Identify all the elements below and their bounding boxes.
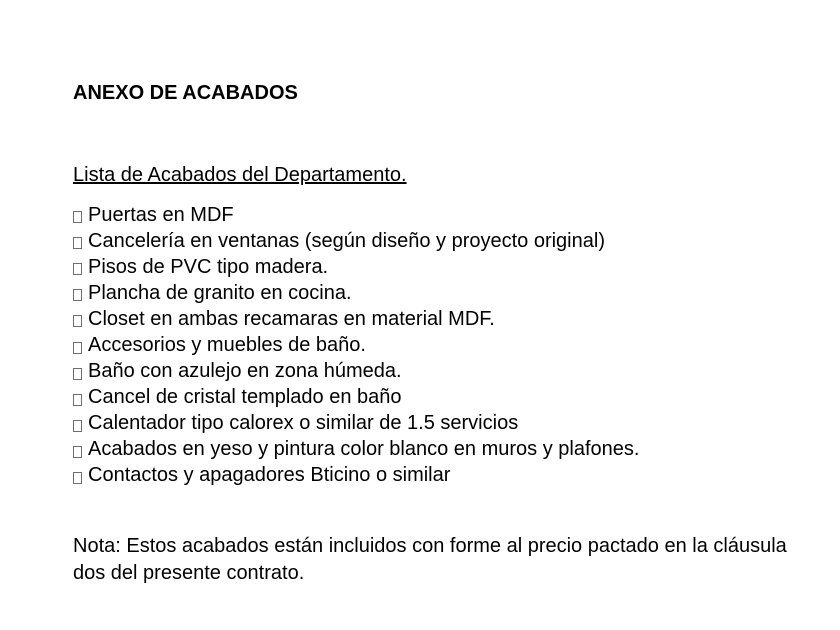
list-item-text: Accesorios y muebles de baño. <box>88 334 366 357</box>
list-item-text: Cancel de cristal templado en baño <box>88 386 402 409</box>
finishes-list <box>73 202 639 489</box>
list-item <box>73 202 639 228</box>
bullet-box-icon <box>73 263 82 275</box>
list-item <box>73 463 639 489</box>
list-item <box>73 228 639 254</box>
list-item-text: Acabados en yeso y pintura color blanco en muros y plafones. <box>88 438 640 461</box>
list-item-text: Contactos y apagadores Bticino o similar <box>88 464 451 487</box>
list-item <box>73 385 639 411</box>
bullet-box-icon <box>73 446 82 458</box>
list-item <box>73 254 639 280</box>
bullet-box-icon <box>73 420 82 432</box>
bullet-box-icon <box>73 342 82 354</box>
list-item <box>73 280 639 306</box>
note-paragraph: Nota: Estos acabados están incluidos con forme al precio pactado en la cláusula dos del presente contrato. <box>73 535 787 584</box>
bullet-box-icon <box>73 289 82 301</box>
list-item-text: Closet en ambas recamaras en material MDF. <box>88 307 495 330</box>
bullet-box-icon <box>73 211 82 223</box>
document-title: ANEXO DE ACABADOS <box>73 82 298 104</box>
list-item-text: Baño con azulejo en zona húmeda. <box>88 360 402 383</box>
list-item-text: Plancha de granito en cocina. <box>88 281 352 304</box>
list-item <box>73 437 639 463</box>
bullet-box-icon <box>73 237 82 249</box>
bullet-box-icon <box>73 394 82 406</box>
list-item-text: Pisos de PVC tipo madera. <box>88 255 329 278</box>
section-subtitle: Lista de Acabados del Departamento. <box>73 164 407 186</box>
bullet-box-icon <box>73 472 82 484</box>
bullet-box-icon <box>73 368 82 380</box>
list-item <box>73 332 639 358</box>
list-item <box>73 359 639 385</box>
list-item <box>73 411 639 437</box>
list-item-text: Cancelería en ventanas (según diseño y proyecto original) <box>88 229 605 252</box>
bullet-box-icon <box>73 315 82 327</box>
list-item-text: Calentador tipo calorex o similar de 1.5 servicios <box>88 412 519 435</box>
list-item <box>73 306 639 332</box>
list-item-text: Puertas en MDF <box>88 203 234 226</box>
